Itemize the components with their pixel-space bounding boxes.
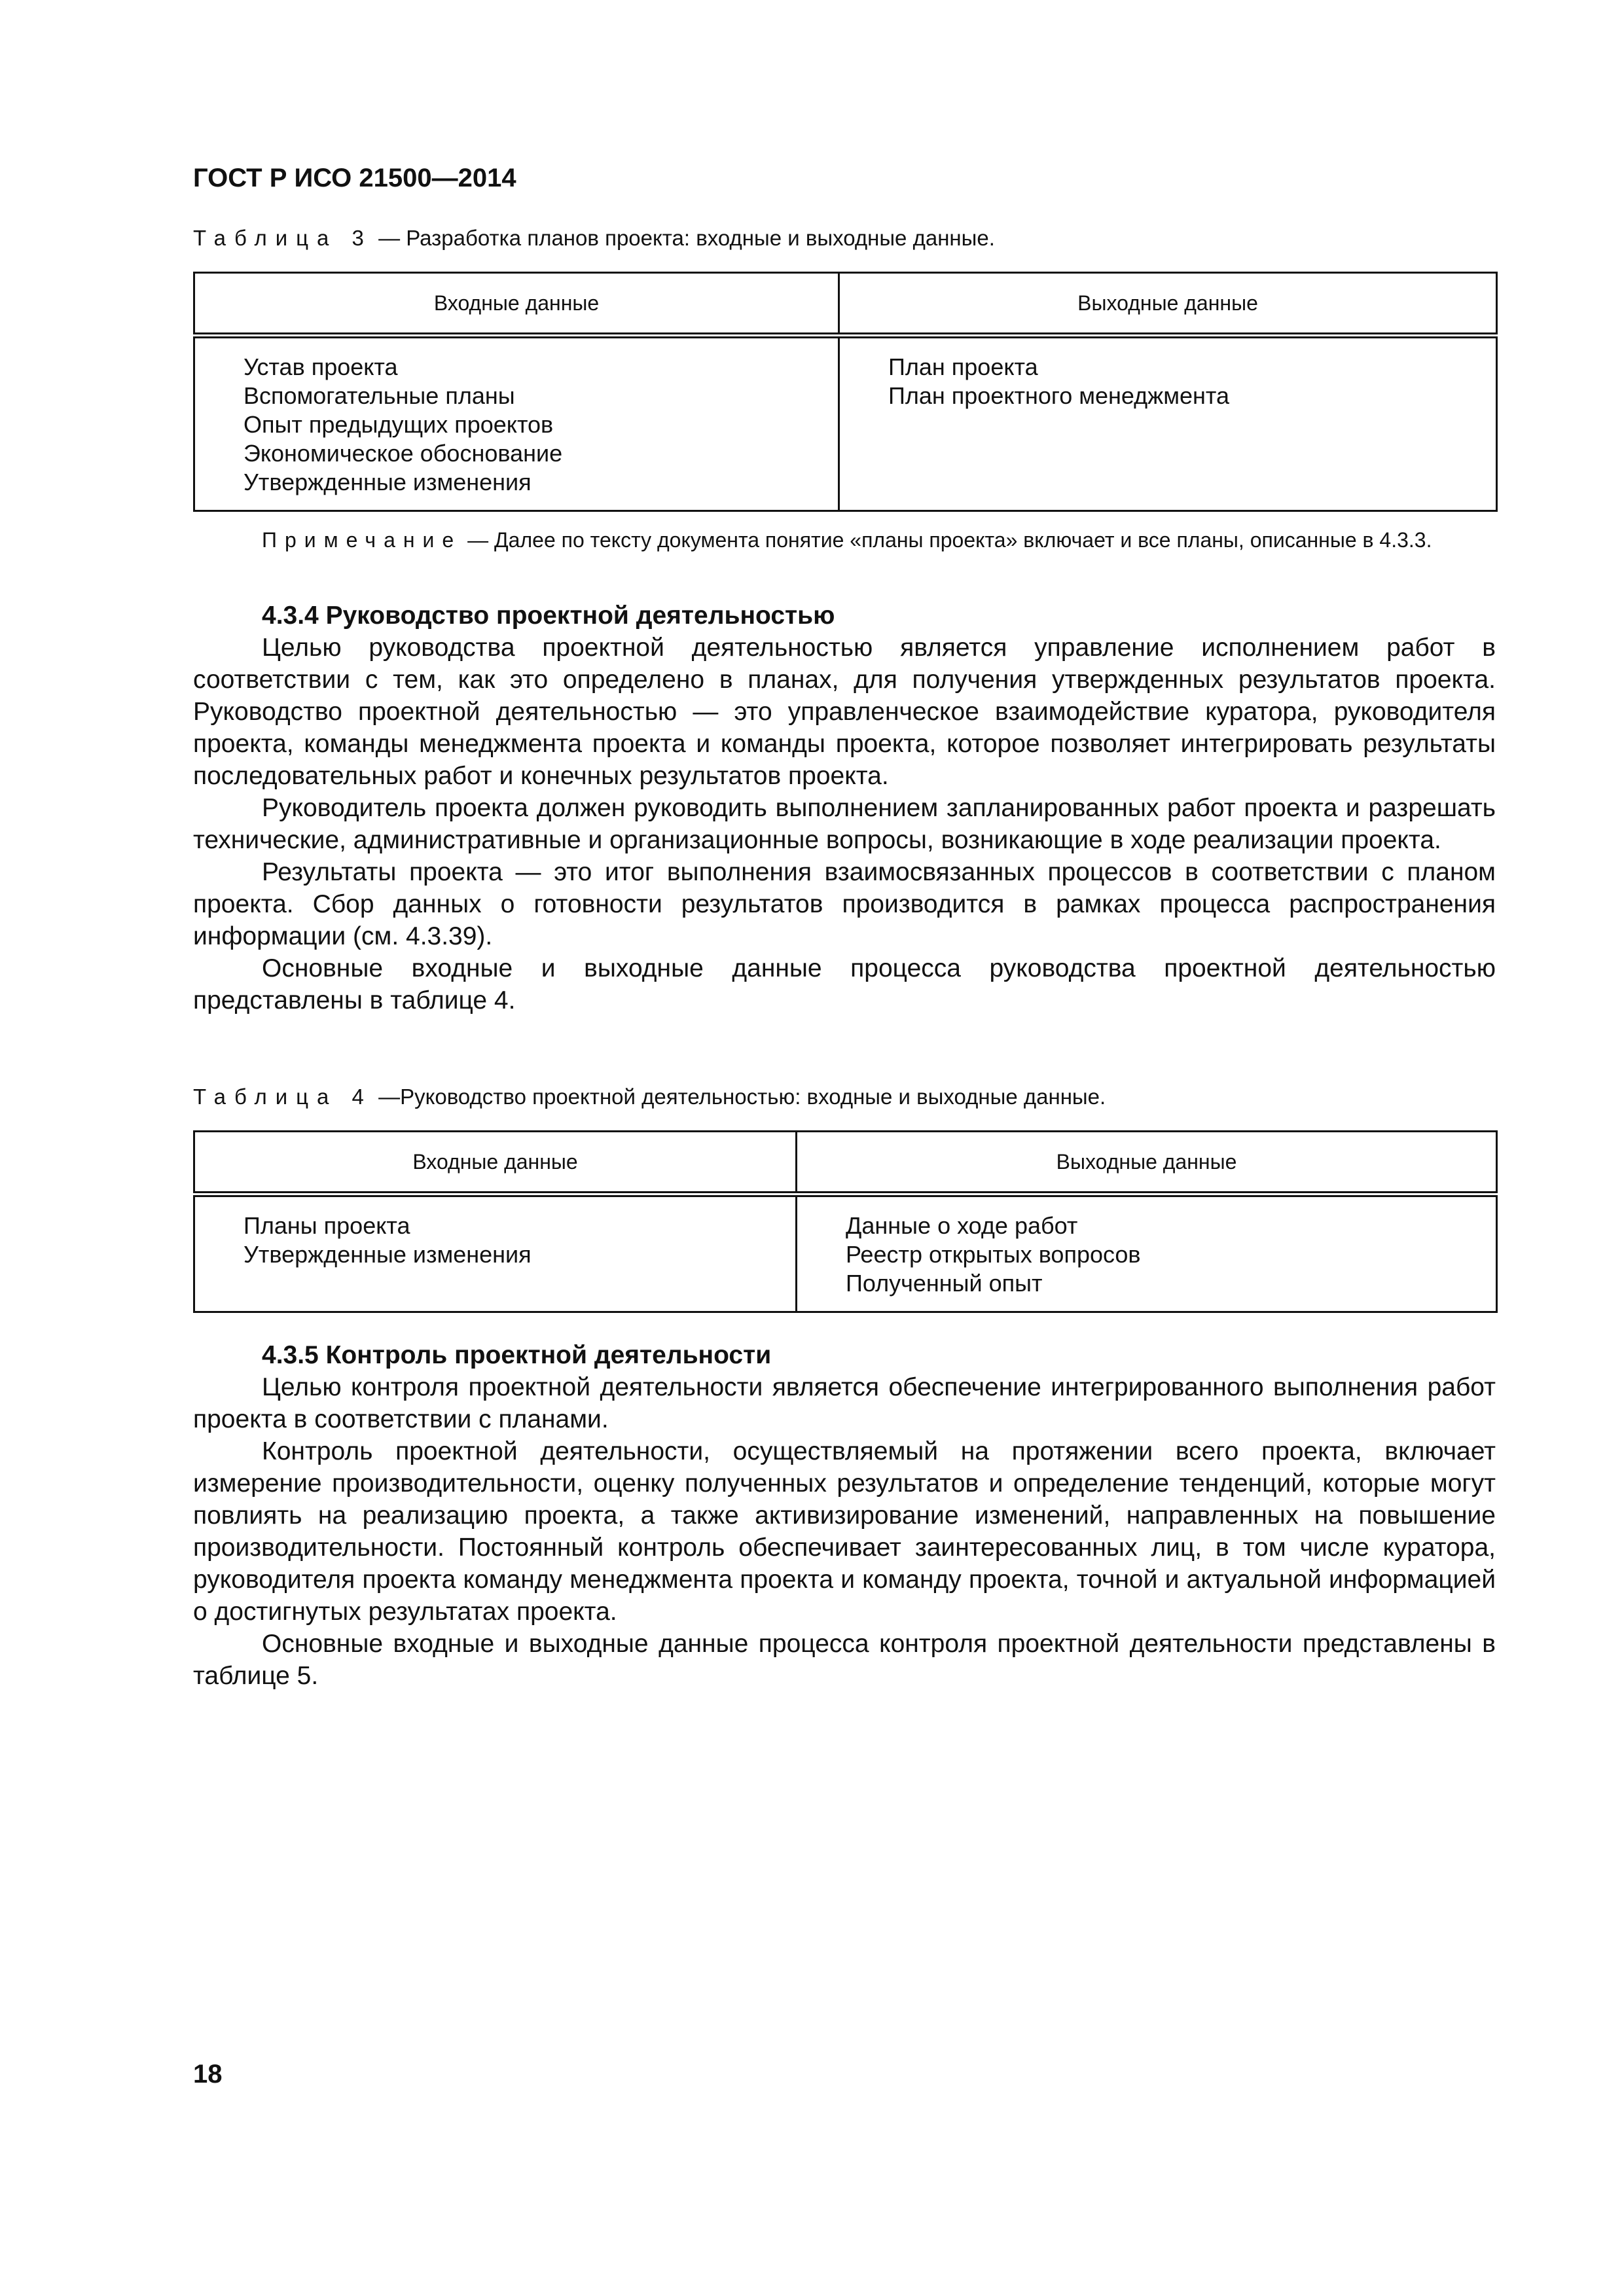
table4-output-item: Реестр открытых вопросов — [846, 1241, 1141, 1268]
table3-header-outputs: Выходные данные — [839, 273, 1497, 336]
table3-outputs-cell — [839, 336, 1497, 511]
section-heading: 4.3.5 Контроль проектной деятельности — [262, 1341, 772, 1369]
paragraph: Основные входные и выходные данные процесса контроля проектной деятельности представлены в таблице 5. — [193, 1630, 1496, 1690]
table4-output-item: Данные о ходе работ — [846, 1212, 1078, 1239]
table3-output-item: План проектного менеджмента — [888, 382, 1229, 409]
note-label: Примечание — [262, 528, 462, 552]
paragraph: Целью руководства проектной деятельностью является управление исполнением работ в соответствии с тем, как это определено в планах, для получения утвержденных результатов проекта. Руководство проектной деятельностью — это управленческое взаимодействие куратора, руководителя проекта, команды менеджмента проекта и команды проекта, которое позволяет интегрировать результаты последовательных работ и конечных результатов проекта. — [193, 634, 1496, 790]
table3-input-item: Экономическое обоснование — [244, 440, 563, 467]
table3-caption-label: Таблица 3 — [193, 226, 372, 250]
paragraph: Результаты проекта — это итог выполнения взаимосвязанных процессов в соответствии с планом проекта. Сбор данных о готовности результатов производится в рамках процесса распространения информации (см. 4.3.39). — [193, 858, 1496, 950]
table3 — [193, 272, 1498, 512]
table3-output-item: План проекта — [888, 353, 1038, 380]
paragraph: Руководитель проекта должен руководить выполнением запланированных работ проекта и разрешать технические, административные и организационные вопросы, возникающие в ходе реализации проекта. — [193, 794, 1496, 854]
table4-caption — [193, 1085, 1106, 1109]
table3-input-item: Вспомогательные планы — [244, 382, 515, 409]
note-text: — Далее по тексту документа понятие «планы проекта» включает и все планы, описанные в 4.3.3. — [461, 528, 1432, 552]
table3-input-item: Утвержденные изменения — [244, 469, 532, 495]
table4-inputs-cell — [194, 1194, 797, 1312]
table4-caption-label: Таблица 4 — [193, 1085, 372, 1109]
table4-header-outputs: Выходные данные — [797, 1132, 1497, 1194]
table3-caption-text: — Разработка планов проекта: входные и выходные данные. — [372, 226, 995, 250]
section-4-3-4 — [193, 600, 1496, 1016]
paragraph: Основные входные и выходные данные процесса руководства проектной деятельностью представлены в таблице 4. — [193, 954, 1496, 1014]
table3-note — [193, 526, 1496, 554]
table3-input-item: Опыт предыдущих проектов — [244, 411, 554, 438]
table4-header-inputs: Входные данные — [194, 1132, 797, 1194]
paragraph: Контроль проектной деятельности, осуществляемый на протяжении всего проекта, включает измерение производительности, оценку полученных результатов и определение тенденций, которые могут повлиять на реализацию проекта, а также активизирование изменений, направленных на повышение производительности. Постоянный контроль обеспечивает заинтересованных лиц, в том числе куратора, руководителя проекта команду менеджмента проекта и команду проекта, точной и актуальной информацией о достигнутых результатах проекта. — [193, 1437, 1496, 1626]
section-4-3-5 — [193, 1339, 1496, 1692]
table3-caption — [193, 226, 995, 251]
table4-caption-text: —Руководство проектной деятельностью: входные и выходные данные. — [372, 1085, 1106, 1109]
section-heading: 4.3.4 Руководство проектной деятельностью — [262, 601, 835, 630]
paragraph: Целью контроля проектной деятельности является обеспечение интегрированного выполнения работ проекта в соответствии с планами. — [193, 1373, 1496, 1433]
table3-header-inputs: Входные данные — [194, 273, 839, 336]
table4-input-item: Планы проекта — [244, 1212, 410, 1239]
table4-output-item: Полученный опыт — [846, 1270, 1043, 1297]
table3-input-item: Устав проекта — [244, 353, 398, 380]
table4 — [193, 1130, 1498, 1313]
table4-outputs-cell — [797, 1194, 1497, 1312]
table3-inputs-cell — [194, 336, 839, 511]
table4-input-item: Утвержденные изменения — [244, 1241, 532, 1268]
document-code: ГОСТ Р ИСО 21500—2014 — [193, 164, 516, 192]
page-number: 18 — [193, 2060, 223, 2089]
